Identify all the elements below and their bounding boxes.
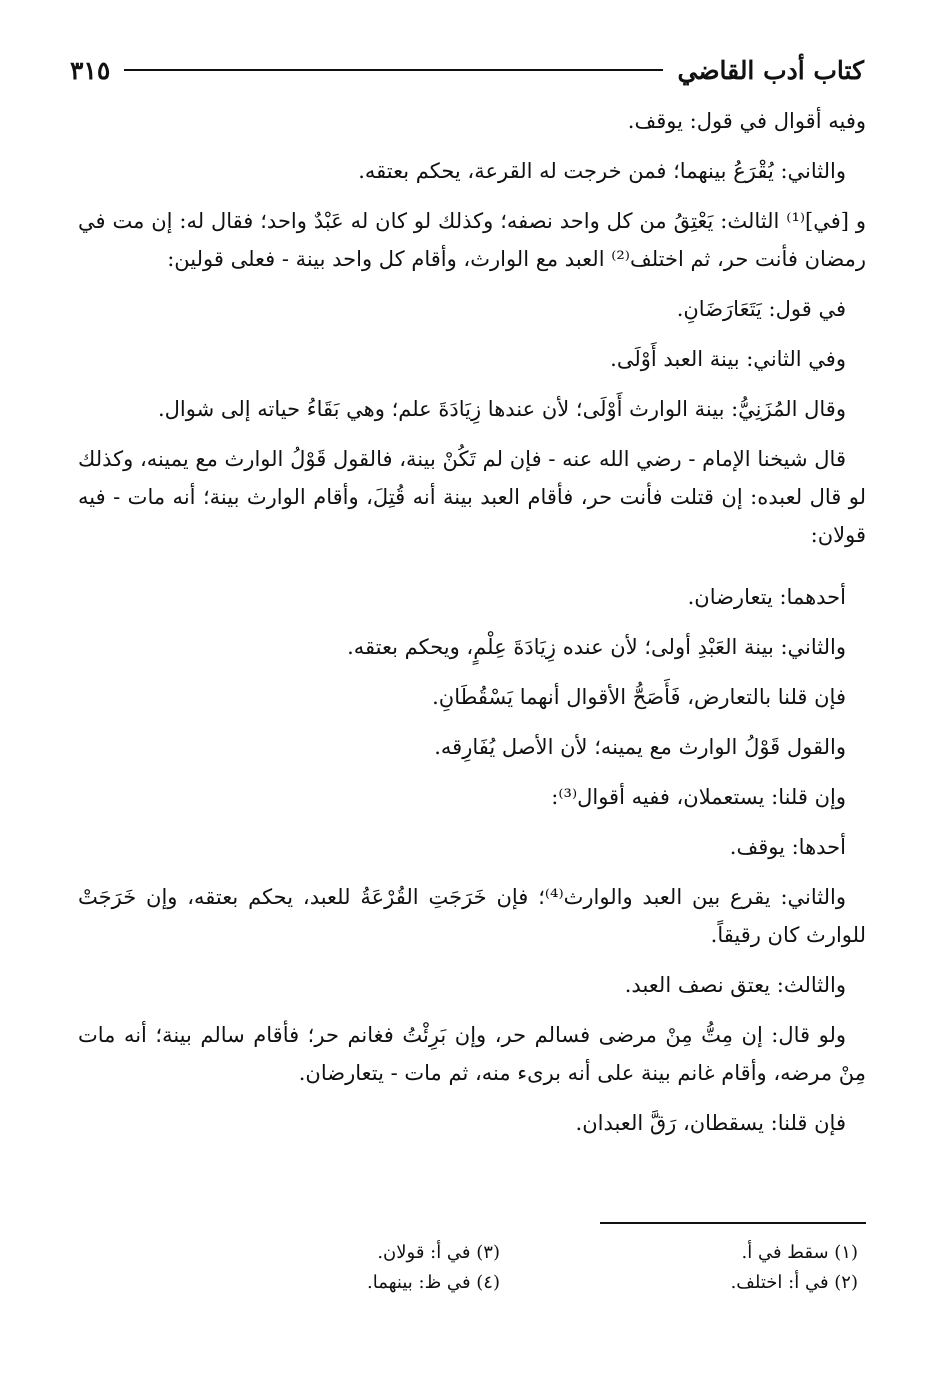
header-rule — [124, 69, 663, 71]
paragraph: والثاني: يقرع بين العبد والوارث⁽⁴⁾؛ فإن خَرَجَتِ القُرْعَةُ للعبد، يحكم بعتقه، وإن خَرَجَتْ للوارث كان رقيقاً. — [78, 885, 866, 947]
page-body — [78, 102, 866, 1154]
paragraph: والثاني: يُقْرَعُ بينهما؛ فمن خرجت له القرعة، يحكم بعتقه. — [358, 159, 846, 183]
paragraph: ولو قال: إن مِتُّ مِنْ مرضى فسالم حر، وإن بَرِئْتُ فغانم حر؛ فأقام سالم بينة؛ أنه مات مِنْ مرضه، وأقام غانم بينة على أنه برىء منه، ثم مات - يتعارضان. — [78, 1023, 866, 1085]
paragraph: وقال المُزَنِيُّ: بينة الوارث أَوْلَى؛ لأن عندها زِيَادَةَ علم؛ وهي بَقَاءُ حياته إلى شوال. — [157, 397, 846, 421]
paragraph: والثاني: بينة العَبْدِ أولى؛ لأن عنده زِيَادَةَ عِلْمٍ، ويحكم بعتقه. — [347, 635, 846, 659]
footnotes — [200, 1238, 858, 1298]
footnote: (٣) في أ: قولان. — [377, 1242, 500, 1263]
footnote-column-right — [598, 1238, 858, 1298]
paragraph: أحدها: يوقف. — [729, 835, 846, 859]
page-header — [70, 48, 864, 92]
paragraph: أحدهما: يتعارضان. — [687, 585, 846, 609]
paragraph: قال شيخنا الإمام - رضي الله عنه - فإن لم تَكُنْ بينة، فالقول قَوْلُ الوارث مع يمينه، وكذلك لو قال لعبده: إن قتلت فأنت حر، فأقام العبد بينة أنه قُتِلَ، وأقام الوارث بينة؛ أنه مات - فيه قولان: — [78, 447, 866, 547]
paragraph: وفيه أقوال في قول: يوقف. — [627, 109, 866, 133]
page-number: ٣١٥ — [70, 55, 111, 85]
paragraph: و [في]⁽¹⁾ الثالث: يَعْتِقُ من كل واحد نصفه؛ وكذلك لو كان له عَبْدٌ واحد؛ فقال له: إن مت في رمضان فأنت حر، ثم اختلف⁽²⁾ العبد مع الوارث، وأقام كل واحد بينة - فعلى قولين: — [78, 209, 867, 271]
running-title: كتاب أدب القاضي — [677, 55, 864, 85]
paragraph: والقول قَوْلُ الوارث مع يمينه؛ لأن الأصل يُفَارِقه. — [434, 735, 846, 759]
footnote: (٤) في ظ: بينهما. — [367, 1272, 500, 1293]
paragraph: وفي الثاني: بينة العبد أَوْلَى. — [610, 347, 846, 371]
paragraph: في قول: يَتَعَارَضَانِ. — [676, 297, 846, 321]
footnote-column-left — [200, 1238, 500, 1298]
paragraph: فإن قلنا: يسقطان، رَقَّ العبدان. — [575, 1111, 846, 1135]
footnote-separator — [600, 1222, 866, 1224]
footnote: (٢) في أ: اختلف. — [730, 1272, 858, 1293]
footnote: (١) سقط في أ. — [741, 1242, 858, 1263]
paragraph: وإن قلنا: يستعملان، ففيه أقوال⁽³⁾: — [551, 785, 846, 809]
paragraph: والثالث: يعتق نصف العبد. — [624, 973, 846, 997]
paragraph: فإن قلنا بالتعارض، فَأَصَحُّ الأقوال أنهما يَسْقُطَانِ. — [432, 685, 846, 709]
